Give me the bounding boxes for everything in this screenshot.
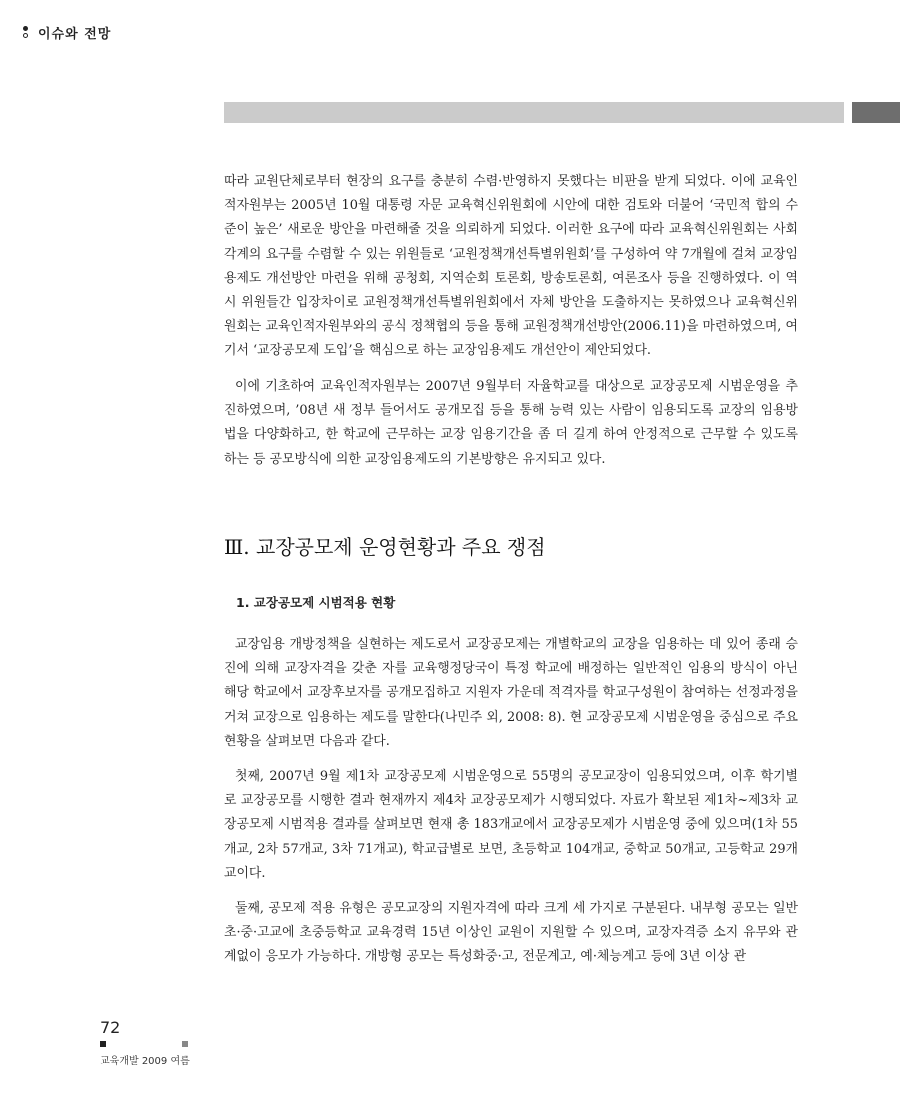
section-label: 이슈와 전망 <box>38 26 112 42</box>
header-rule-bar <box>224 102 844 123</box>
body-paragraph: 첫째, 2007년 9월 제1차 교장공모제 시범운영으로 55명의 공모교장이 임용되었으며, 이후 학기별로 교장공모를 시행한 결과 현재까지 제4차 교장공모제가 시행되었다. 자료가 확보된 제1차~제3차 교장공모제 시범적용 결과를 살펴보면 현재 총 183개교에서 교장공모제가 시범운영 중에 있으며(1차 55개교, 2차 57개교, 3차 71개교), 학교급별로 보면, 초등학교 104개교, 중학교 50개교, 고등학교 29개교이다. <box>224 769 798 881</box>
body-paragraph: 이에 기초하여 교육인적자원부는 2007년 9월부터 자율학교를 대상으로 교장공모제 시범운영을 추진하였으며, ’08년 새 정부 들어서도 공개모집 등을 통해 능력 있는 사람이 임용되도록 교장의 임용방법을 다양화하고, 한 학교에 근무하는 교장 임용기간을 좀 더 길게 하여 안정적으로 근무할 수 있도록 하는 등 공모방식에 의한 교장임용제도의 기본방향은 유지되고 있다. <box>224 379 798 467</box>
footer-square-icon <box>100 1041 106 1047</box>
page-number: 72 <box>100 1018 121 1037</box>
subsection-title: 1. 교장공모제 시범적용 현황 <box>236 595 396 610</box>
header-rule-tab <box>852 102 900 123</box>
footer-square-icon <box>182 1041 188 1047</box>
body-paragraph: 따라 교원단체로부터 현장의 요구를 충분히 수렴·반영하지 못했다는 비판을 받게 되었다. 이에 교육인적자원부는 2005년 10월 대통령 자문 교육혁신위원회에 시안에 대한 검토와 더불어 ‘국민적 합의 수준이 높은’ 새로운 방안을 마련해줄 것을 의뢰하게 되었다. 이러한 요구에 따라 교육혁신위원회는 사회 각계의 요구를 수렴할 수 있는 위원들로 ‘교원정책개선특별위원회’를 구성하여 약 7개월에 걸쳐 교장임용제도 개선방안 마련을 위해 공청회, 지역순회 토론회, 방송토론회, 여론조사 등을 진행하였다. 이 역시 위원들간 입장차이로 교원정책개선특별위원회에서 자체 방안을 도출하지는 못하였으나 교육혁신위원회는 교육인적자원부와의 공식 정책협의 등을 통해 교원정책개선방안(2006.11)을 마련하였으며, 여기서 ‘교장공모제 도입’을 핵심으로 하는 교장임용제도 개선안이 제안되었다. <box>224 174 798 359</box>
section-header <box>22 22 111 42</box>
bullet-dots-icon <box>22 24 30 40</box>
body-paragraph: 교장임용 개방정책을 실현하는 제도로서 교장공모제는 개별학교의 교장을 임용하는 데 있어 종래 승진에 의해 교장자격을 갖춘 자를 교육행정당국이 특정 학교에 배정하는 일반적인 임용의 방식이 아닌 해당 학교에서 교장후보자를 공개모집하고 지원자 가운데 적격자를 학교구성원이 참여하는 선정과정을 거쳐 교장으로 임용하는 제도를 말한다(나민주 외, 2008: 8). 현 교장공모제 시범운영을 중심으로 주요 현황을 살펴보면 다음과 같다. <box>224 637 798 749</box>
publication-name: 교육개발 2009 여름 <box>100 1056 190 1067</box>
section-title: Ⅲ. 교장공모제 운영현황과 주요 쟁점 <box>224 535 546 559</box>
body-paragraph: 둘째, 공모제 적용 유형은 공모교장의 지원자격에 따라 크게 세 가지로 구분된다. 내부형 공모는 일반 초·중·고교에 초중등학교 교육경력 15년 이상인 교원이 지원할 수 있으며, 교장자격증 소지 유무와 관계없이 응모가 가능하다. 개방형 공모는 특성화중·고, 전문계고, 예·체능계고 등에 3년 이상 관 <box>224 901 798 965</box>
